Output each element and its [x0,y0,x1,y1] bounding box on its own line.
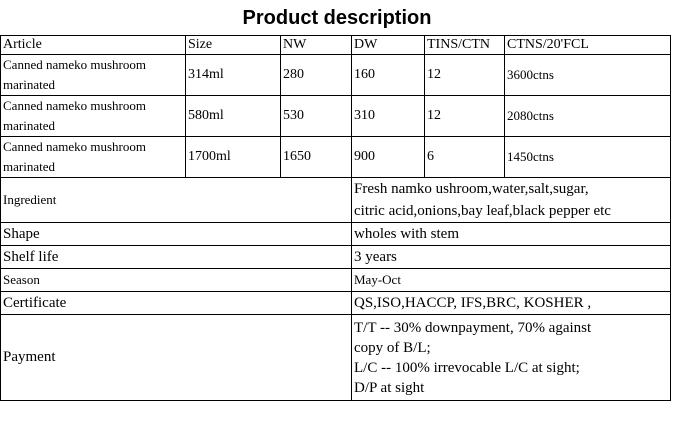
header-tins-ctn: TINS/CTN [425,36,505,55]
cell-ctns: 3600ctns [505,55,671,96]
table-row [1,55,671,96]
payment-line: L/C -- 100% irrevocable L/C at sight; [354,359,580,376]
header-ctns-fcl: CTNS/20'FCL [505,36,671,55]
shape-label: Shape [1,223,352,246]
certificate-row [1,292,671,315]
cell-dw: 310 [352,96,425,137]
season-value: May-Oct [352,269,671,292]
page-title: Product description [242,7,432,29]
header-size: Size [186,36,281,55]
header-dw: DW [352,36,425,55]
cell-article: Canned nameko mushroom marinated [1,55,186,96]
payment-line: copy of B/L; [354,339,431,356]
cell-size: 314ml [186,55,281,96]
table-row [1,96,671,137]
cell-article: Canned nameko mushroom marinated [1,137,186,178]
cell-ctns: 2080ctns [505,96,671,137]
cell-tins: 12 [425,55,505,96]
shape-value: wholes with stem [352,223,671,246]
season-row [1,269,671,292]
table-header-row [1,36,671,55]
shelf-life-value: 3 years [352,246,671,269]
shelf-life-label: Shelf life [1,246,352,269]
payment-label: Payment [1,315,352,401]
header-article: Article [1,36,186,55]
certificate-label: Certificate [1,292,352,315]
cell-tins: 12 [425,96,505,137]
ingredient-value [352,178,671,223]
shape-row [1,223,671,246]
ingredient-row [1,178,671,223]
cell-ctns: 1450ctns [505,137,671,178]
certificate-value: QS,ISO,HACCP, IFS,BRC, KOSHER , [352,292,671,315]
ingredient-line: citric acid,onions,bay leaf,black pepper etc [354,203,611,219]
cell-article: Canned nameko mushroom marinated [1,96,186,137]
cell-size: 1700ml [186,137,281,178]
cell-nw: 530 [281,96,352,137]
cell-size: 580ml [186,96,281,137]
payment-row [1,315,671,401]
payment-line: T/T -- 30% downpayment, 70% against [354,319,592,336]
cell-nw: 1650 [281,137,352,178]
table-row [1,137,671,178]
season-label: Season [1,269,352,292]
payment-value [352,315,671,401]
shelf-life-row [1,246,671,269]
cell-nw: 280 [281,55,352,96]
payment-line: D/P at sight [354,379,425,396]
product-spec-table [0,35,671,401]
cell-dw: 900 [352,137,425,178]
ingredient-label: Ingredient [1,178,352,223]
cell-tins: 6 [425,137,505,178]
header-nw: NW [281,36,352,55]
cell-dw: 160 [352,55,425,96]
ingredient-line: Fresh namko ushroom,water,salt,sugar, [354,181,589,197]
